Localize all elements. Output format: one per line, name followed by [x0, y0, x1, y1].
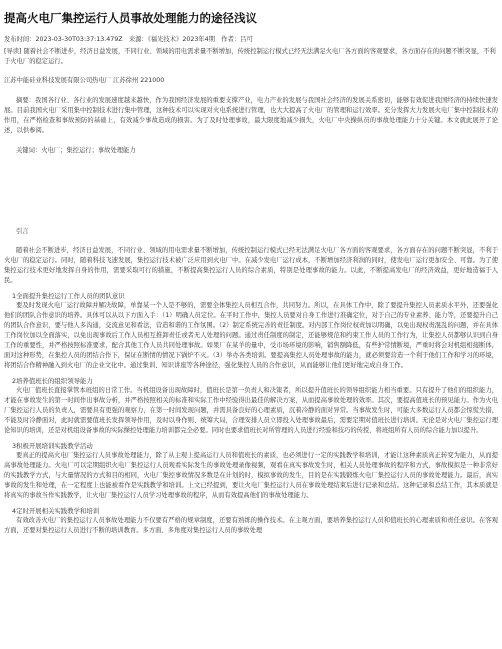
abstract-paragraph: 摘要：我国各行业、各行业的发展速度越来越快，作为我国经济发展的重要支撑产业，电力产业的发展与我国社会经济的发展关系密切，能够有效促进我国经济的持续快速发展。目前我国火电厂采用集中控制技术进行集中管理，这种技术可以实现对火电系统进行管理，也大大提高了火电厂的管理和运行效率。充分发挥大力发展火电厂集中控制技术的作用，在严格检查和事故预防的基础上，有效减少事故造成的损害。为了及时处理事故，最大限度地减少损失，火电厂中央操纵员的事故处理能力十分关键。本文就此展开了论述，以供参阅。	[4, 97, 498, 134]
section-body-1: 要及时发现火电厂运行故障并解决故障，单靠某一个人是不够的，需要全体集控人员相互合作，共同努力。所以，在具体工作中，除了要提升集控人员素质水平外，还要强化他们的团队合作意识的培养。具体可以从以下方面入手：（1）明确人员定位。在平时工作中，集控人员要对自身工作进行准确定位，对于自己的专业素养、能力等，还要提升自己的团队合作意识，要与他人多沟通，交流意见和看法，营造和谐的工作氛围。（2）制定系统完善的责任制度。对内部工作岗位权责加以明确，以免出现权责混乱的问题，并在具体工作岗位加以全面落实，以免出现事故后工作人员相互推卸责任或者无人处理的问题。通过责任制度的制定，还能够规范和约束工作人员的工作行为，让集控人员都够认识到自身工作的重要性，并严格按照标准要求，配合其他工作人员共同处理事故。如果厂在某羊的量中，受市场环境的影响，销售额降低，有些护常情断境，严重时将会对机组相接断体，面对这种形势，在集控人员的团结合作下，保证在断情的情况下锅炉不灭。（3）举办各类培训。要提高集控人员处理事故的能力，就必须要营造一个利于他们工作和学习的环境，将团结合作精神融入到火电厂的企业文化中。通过集训、知识讲座等各种途径，强化集控人员的合作意识，从而能够让他们更好地完成自身工作。	[4, 302, 498, 369]
article-title: 提高火电厂集控运行人员事故处理能力的途径浅议	[4, 11, 257, 25]
article-meta: 发布时间：2023-03-30T03:37:13.479Z 来源：《福光技术》2023年4期 作者：吕可	[4, 36, 253, 43]
intro-heading: 引言	[16, 228, 29, 235]
author-affiliation: 江苏中能硅业科技发展有限公司热电厂 江苏徐州 221000	[4, 77, 165, 84]
section-body-4: 有效改善火电厂的集控运行人员事故处理能力不仅要有严格的规章制度，还要有熟练的操作技术。在主观方面，要培养集控运行人员和值班长的心理素质和责任意识。在客观方面，还要对集控运行人员进行不断的培训教育。多方面、多角度对集控运行人员的事故处理	[4, 517, 498, 534]
article-summary: [导读] 随着社会不断进步，经济日益发展，不同行业、领域的用电需求量不断增加，传统控制运行模式已经无法满足火电厂各方面的客观要求，各方面存在的问题不断突显，不利于火电厂的稳定运行。	[4, 48, 496, 65]
section-heading-1: 1全面提升集控运行工作人员的团队意识	[12, 292, 125, 300]
section-body-3: 要真正的提高火电厂集控运行人员事故处理能力，除了从主观上提高运行人员和值班长的素质，也必须进行一定的实践教学和培训，才能让这种素质真正转变为能力，从而提高事故处理能力。火电厂可以定期组织火电厂集控运行人员观看实际发生的事故处理录像视频，观看在真实事故发生时，相关人员处理事故的程序和方式，事故模拟是一种非常好的实践教学方式，与大量情况的方式和目的相同，火电厂集控事故情况多数是在计划的时，模拟事故的发生，目的是在实践锻炼火电厂集控运行人员的事故处理能力。最后，真实事故的发生和处理，在一定程度上也能被看作是实践教学和培训。上文已经提到，要让火电厂集控运行人员在事故处理结束后进行记录和总结。这种记录和总结工作，其本质就是将真实的事故当作实践教学，让火电厂集控运行人员学习处理事故的程序，从而有效提高他们的事故处理能力。	[4, 452, 498, 499]
section-body-2: 火电厂值班长直接掌管本班组的日常工作。当机组设备出现故障时，值班长是第一负责人和决策者，所以提升值班长的领导组织能力相当重要。只有提升了他们的组织能力，才能在事故发生的第一时间作出事故分析，并严格按照相关的标准和实际工作中经验得出最佳的解决方案，从而提高事故处理的效率。其次，要提高值班长的预见能力。作为火电厂集控运行人员的负责人，需要具有更强的观察力，在第一时间发现问题，并需具备良好的心理素质，沉着冷静的面对异常。当事故发生时，可能大多数运行人员都会惊慌失措，不能及时冷静面对，此时就需要值班长发挥领导作用，及时以身作则、统筹大局，合理安排人员立即投入处理事故最后，需要定期对值班长进行培训。无论是对火电厂集控运行理论知识的培训，还是对机组设备事故的实际操控处理能力培训都完全必要。同时也要求值班长对所管理的人员进行经验和技巧的传授，将班组所有人员的综合能力加以提升。	[4, 387, 498, 434]
intro-paragraph: 随着社会不断进步，经济日益发展，不同行业、领域的用电需求量不断增加，传统控制运行模式已经无法满足火电厂各方面的客观要求，各方面存在的问题不断突显，不利于火电厂的稳定运行。同时，随着科技飞速发展，集控运行技术被广泛应用到火电厂中。在减少发电厂运行成本，不断增加经济利润的同时，使发电厂运行更加安全、可靠。为了使集控运行技术更好地发挥自身的作用，需要采取可行的措施，不断提高集控运行人员的综合素质，特别是处理事故的能力。以此，不断提高发电厂的经济效益，更好地造福于人民。	[4, 247, 498, 284]
section-heading-4: 4定时开展相关实践教学和培训	[12, 507, 100, 515]
section-heading-3: 3积极开展培训实践教学活动	[12, 442, 93, 450]
keywords-line: 关键词：火电厂；集控运行；事故处理能力	[16, 147, 136, 154]
section-heading-2: 2培养值班长的组织领导能力	[12, 377, 93, 385]
